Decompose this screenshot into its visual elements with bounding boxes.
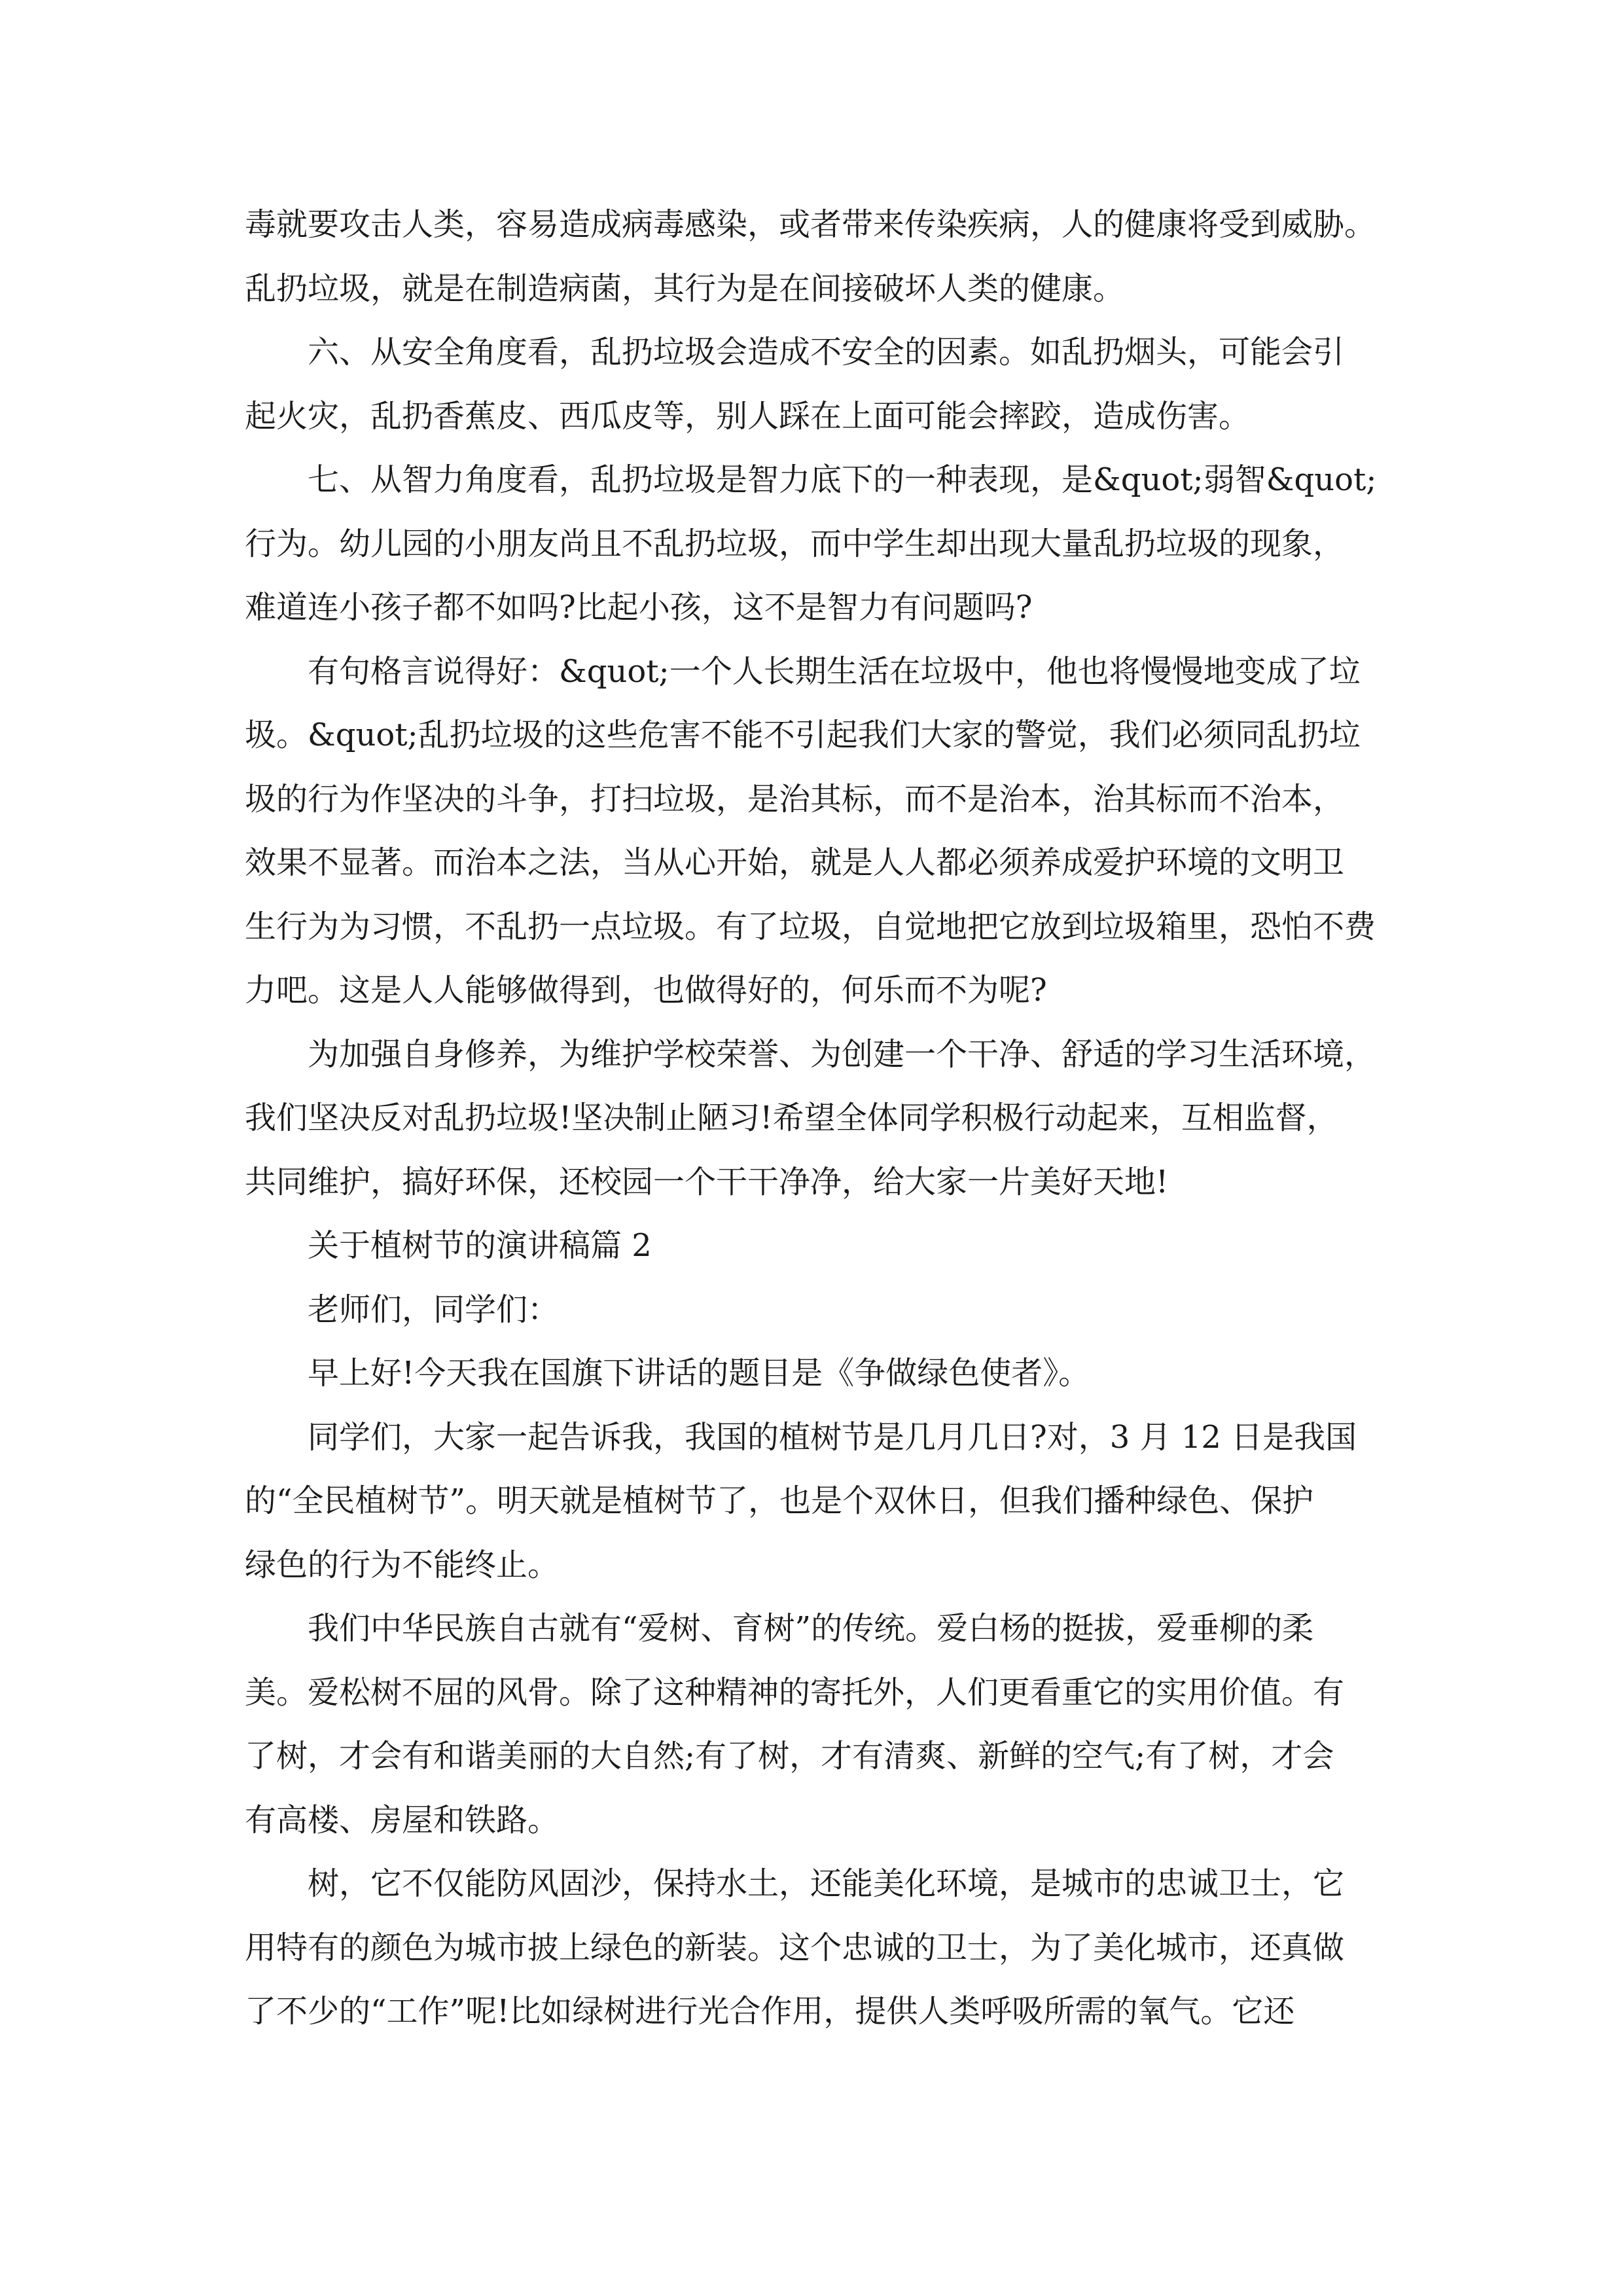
text-line: 了不少的“工作”呢!比如绿树进行光合作用，提供人类呼吸所需的氧气。它还 <box>245 1993 1295 2030</box>
text-line: 美。爱松树不屈的风骨。除了这种精神的寄托外，人们更看重它的实用价值。有 <box>245 1674 1345 1711</box>
text-line: 了树，才会有和谐美丽的大自然;有了树，才有清爽、新鲜的空气;有了树，才会 <box>245 1738 1334 1774</box>
text-line: 有高楼、房屋和铁路。 <box>245 1801 560 1839</box>
text-line: 同学们，大家一起告诉我，我国的植树节是几月几日?对，3 月 12 日是我国 <box>308 1418 1357 1456</box>
text-line: 为加强自身修养，为维护学校荣誉、为创建一个干净、舒适的学习生活环境， <box>308 1035 1376 1073</box>
text-line: 早上好!今天我在国旗下讲话的题目是《争做绿色使者》。 <box>308 1355 1090 1391</box>
text-line: 关于植树节的演讲稿篇 2 <box>308 1227 652 1264</box>
text-line: 生行为为习惯，不乱扔一点垃圾。有了垃圾，自觉地把它放到垃圾箱里，恐怕不费 <box>245 908 1376 945</box>
paragraph-arbor-day <box>245 1406 1423 1598</box>
text-line: 的“全民植树节”。明天就是植树节了，也是个双休日，但我们播种绿色、保护 <box>245 1482 1314 1519</box>
paragraph-tree-benefits <box>245 1852 1423 2044</box>
text-line: 圾的行为作坚决的斗争，打扫垃圾，是治其标，而不是治本，治其标而不治本， <box>245 780 1345 817</box>
text-line: 共同维护，搞好环保，还校园一个干干净净，给大家一片美好天地! <box>245 1163 1169 1200</box>
paragraph-appeal <box>245 1023 1423 1215</box>
text-line: 树，它不仅能防风固沙，保持水土，还能美化环境，是城市的忠诚卫士，它 <box>308 1865 1345 1902</box>
paragraph-safety <box>245 321 1423 448</box>
paragraph-health-continuation <box>245 193 1423 321</box>
text-line: 有句格言说得好：&quot;一个人长期生活在垃圾中，他也将慢慢地变成了垃 <box>308 653 1361 690</box>
text-line: 老师们，同学们： <box>308 1291 560 1328</box>
text-line: 用特有的颜色为城市披上绿色的新装。这个忠诚的卫士，为了美化城市，还真做 <box>245 1929 1345 1966</box>
paragraph-proverb <box>245 640 1423 1023</box>
document-body <box>245 193 1423 2044</box>
greeting-paragraph <box>245 1342 1423 1406</box>
text-line: 力吧。这是人人能够做得到，也做得好的，何乐而不为呢? <box>245 972 1047 1009</box>
text-line: 毒就要攻击人类，容易造成病毒感染，或者带来传染疾病，人的健康将受到威胁。 <box>245 206 1376 243</box>
text-line: 七、从智力角度看，乱扔垃圾是智力底下的一种表现，是&quot;弱智&quot; <box>308 461 1377 498</box>
paragraph-intelligence <box>245 448 1423 640</box>
text-line: 我们坚决反对乱扔垃圾!坚决制止陋习!希望全体同学积极行动起来，互相监督， <box>245 1100 1338 1136</box>
text-line: 我们中华民族自古就有“爱树、育树”的传统。爱白杨的挺拔，爱垂柳的柔 <box>308 1610 1314 1647</box>
text-line: 绿色的行为不能终止。 <box>245 1546 560 1583</box>
salutation <box>245 1278 1423 1342</box>
paragraph-tradition <box>245 1597 1423 1852</box>
text-line: 效果不显著。而治本之法，当从心开始，就是人人都必须养成爱护环境的文明卫 <box>245 844 1345 881</box>
section-heading <box>245 1214 1423 1278</box>
text-line: 圾。&quot;乱扔垃圾的这些危害不能不引起我们大家的警觉，我们必须同乱扔垃 <box>245 717 1361 753</box>
text-line: 六、从安全角度看，乱扔垃圾会造成不安全的因素。如乱扔烟头，可能会引 <box>308 334 1345 370</box>
text-line: 乱扔垃圾，就是在制造病菌，其行为是在间接破坏人类的健康。 <box>245 270 1125 307</box>
text-line: 起火灾，乱扔香蕉皮、西瓜皮等，别人踩在上面可能会摔跤，造成伤害。 <box>245 397 1251 435</box>
text-line: 行为。幼儿园的小朋友尚且不乱扔垃圾，而中学生却出现大量乱扔垃圾的现象， <box>245 525 1345 562</box>
text-line: 难道连小孩子都不如吗?比起小孩，这不是智力有问题吗? <box>245 589 1033 626</box>
